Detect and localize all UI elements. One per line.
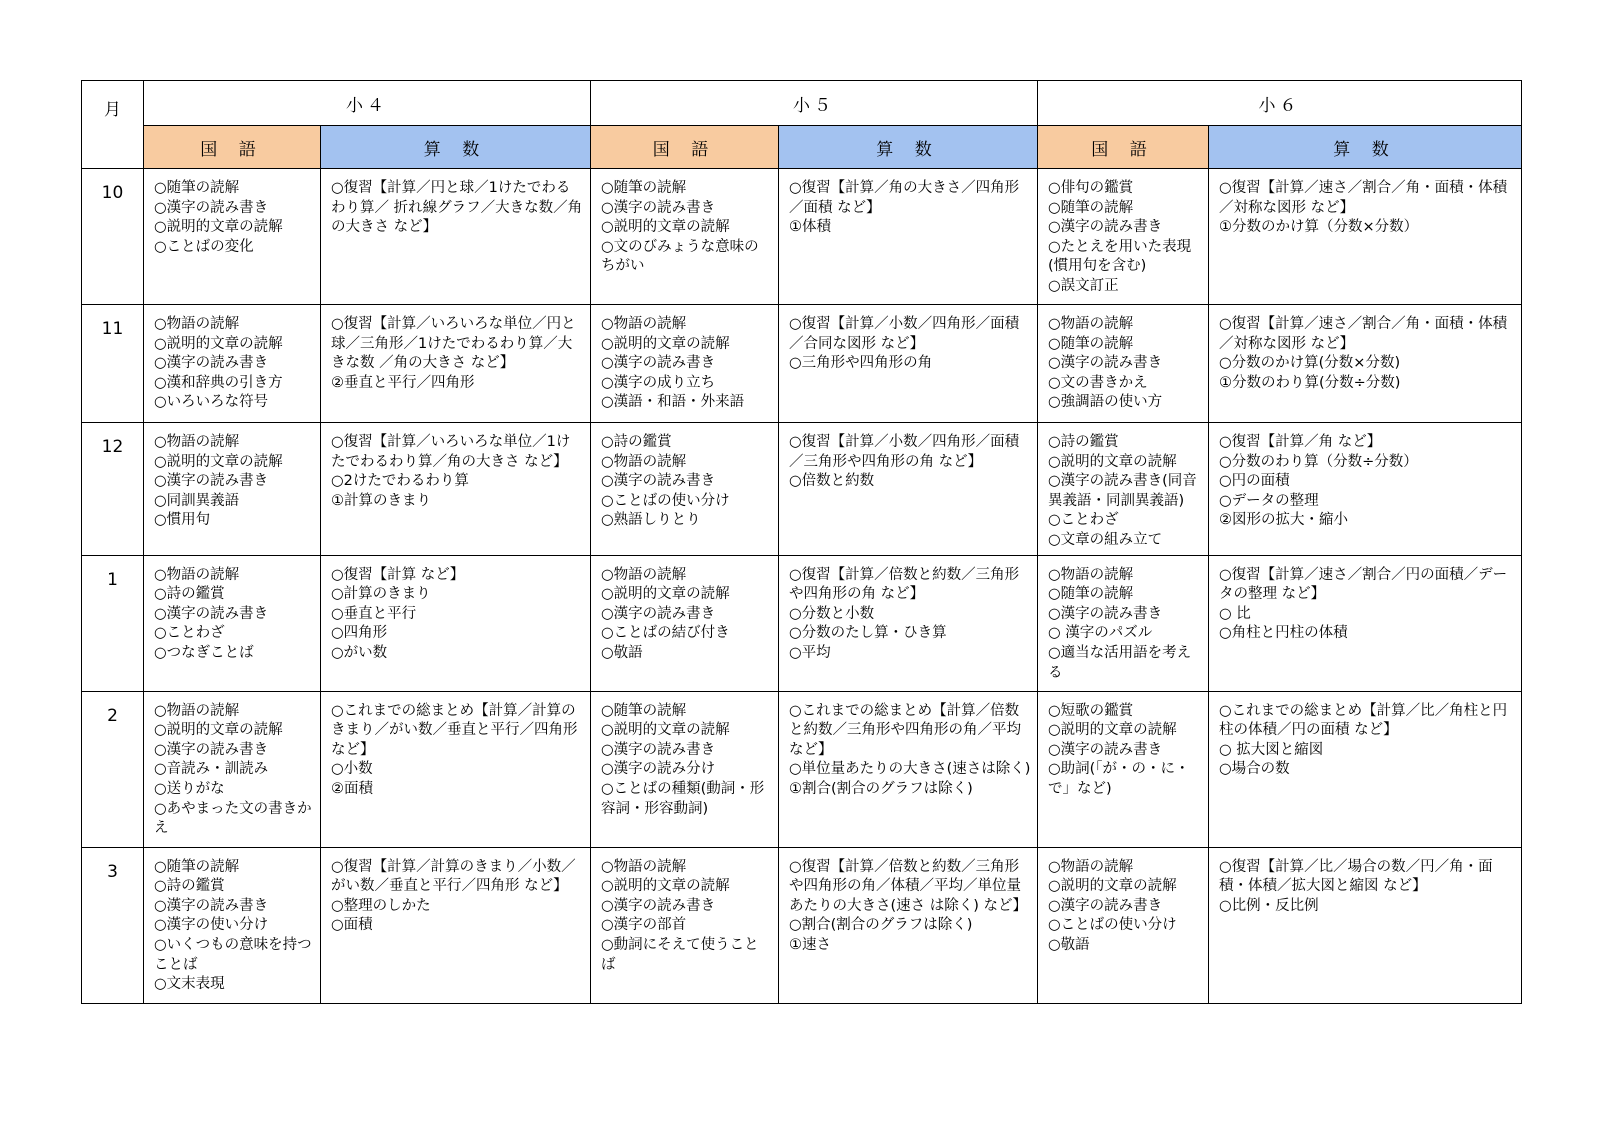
topic-item: ○説明的文章の読解 [601, 335, 730, 352]
topic-item: ②図形の拡大・縮小 [1219, 512, 1348, 529]
topic-item: ○復習【計算／比／場合の数／円／角・面積・体積／拡大図と縮図 など】 [1219, 858, 1493, 895]
topic-item: ○復習【計算／速さ／割合／円の面積／データの整理 など】 [1219, 566, 1508, 603]
topic-item: ○随筆の読解 [601, 180, 687, 196]
topic-item: ○漢字の成り立ち [601, 374, 716, 391]
topic-item: ①体積 [789, 219, 831, 236]
month-label: 12 [82, 423, 144, 556]
topic-item: ○復習【計算／いろいろな単位／円と球／三角形／1けたでわるわり算／大きな数 ／角の大きさ など】 [331, 316, 576, 372]
sansu-cell [1209, 305, 1522, 423]
kokugo-cell [1038, 555, 1209, 691]
kokugo-cell [591, 169, 779, 305]
sansu-cell [779, 169, 1038, 305]
topic-item: ○データの整理 [1219, 492, 1319, 509]
topic-item: ○ことばの結び付き [601, 625, 730, 642]
topic-item: ○割合(割合のグラフは除く) [789, 917, 973, 934]
topic-item: ○説明的文章の読解 [601, 586, 730, 603]
kokugo-cell [591, 847, 779, 1003]
topic-item: ○面積 [331, 917, 373, 934]
topic-item: ①計算のきまり [331, 492, 431, 509]
topic-item: ○ことわざ [1048, 512, 1119, 529]
topic-item: ○ことわざ [154, 625, 225, 642]
topic-item: ○漢字の読み書き [601, 473, 716, 490]
topic-item: ○文章の組み立て [1048, 531, 1163, 548]
topic-item: ○四角形 [331, 625, 388, 642]
month-row [82, 169, 1522, 305]
topic-item: ○復習【計算 など】 [331, 566, 465, 583]
topic-item: ○説明的文章の読解 [154, 335, 283, 352]
month-row [82, 691, 1522, 847]
topic-item: ○これまでの総まとめ【計算／倍数と約数／三角形や四角形の角／平均 など】 [789, 702, 1021, 758]
topic-item: ○敬語 [1048, 936, 1090, 953]
topic-item: ○物語の読解 [1048, 316, 1134, 332]
topic-item: ○説明的文章の読解 [154, 453, 283, 470]
topic-item: ○物語の読解 [154, 434, 240, 450]
sansu-cell [321, 555, 591, 691]
sansu-cell [779, 555, 1038, 691]
topic-item: ○短歌の鑑賞 [1048, 702, 1134, 719]
topic-item: ○動詞にそえて使うことば [601, 936, 759, 973]
topic-item: ○送りがな [154, 780, 225, 797]
topic-item: ○随筆の読解 [1048, 586, 1134, 603]
topic-item: ①速さ [789, 936, 831, 953]
topic-item: ○説明的文章の読解 [1048, 878, 1177, 895]
grade-header-4: 小４ [144, 81, 591, 126]
topic-item: ○漢字の部首 [601, 917, 687, 934]
topic-item: ○比例・反比例 [1219, 897, 1319, 914]
topic-item: ○詩の鑑賞 [154, 878, 225, 895]
kokugo-cell [1038, 691, 1209, 847]
grade-header-5: 小５ [591, 81, 1038, 126]
topic-item: ○がい数 [331, 644, 388, 661]
kokugo-cell [144, 847, 321, 1003]
subject-header-row [82, 126, 1522, 169]
topic-item: ○これまでの総まとめ【計算／比／角柱と円柱の体積／円の面積 など】 [1219, 702, 1508, 739]
topic-item: ○分数と小数 [789, 605, 875, 622]
topic-item: ○復習【計算／角 など】 [1219, 434, 1382, 450]
topic-item: ○整理のしかた [331, 897, 431, 914]
curriculum-body [82, 169, 1522, 1004]
topic-item: ○説明的文章の読解 [154, 722, 283, 739]
topic-item: ○復習【計算／倍数と約数／三角形や四角形の角 など】 [789, 566, 1020, 603]
sansu-cell [321, 691, 591, 847]
kokugo-cell [144, 423, 321, 556]
sansu-cell [1209, 169, 1522, 305]
sansu-cell [321, 305, 591, 423]
topic-item: ○つなぎことば [154, 644, 254, 661]
topic-item: ○物語の読解 [1048, 566, 1134, 583]
topic-item: ○説明的文章の読解 [601, 878, 730, 895]
topic-item: ○復習【計算／倍数と約数／三角形や四角形の角／体積／平均／単位量あたりの大きさ(速さ は除く) など】 [789, 858, 1028, 914]
topic-item: ①分数のわり算(分数÷分数) [1219, 374, 1401, 391]
topic-item: ○復習【計算／速さ／割合／角・面積・体積／対称な図形 など】 [1219, 316, 1508, 352]
topic-item: ○漢字の読み書き [601, 897, 716, 914]
topic-item: ○同訓異義語 [154, 492, 240, 509]
topic-item: ○随筆の読解 [1048, 335, 1134, 352]
sansu-cell [779, 691, 1038, 847]
topic-item: ○三角形や四角形の角 [789, 355, 933, 372]
subject-header-sansu: 算 数 [1209, 126, 1522, 169]
curriculum-table [81, 80, 1522, 1004]
kokugo-cell [144, 169, 321, 305]
topic-item: ○慣用句 [154, 512, 211, 529]
topic-item: ○漢字の読み書き [601, 605, 716, 622]
topic-item: ○物語の読解 [601, 566, 687, 583]
topic-item: ○音読み・訓読み [154, 761, 269, 778]
month-row [82, 305, 1522, 423]
subject-header-kokugo: 国 語 [1038, 126, 1209, 169]
topic-item: ○ことばの変化 [154, 238, 254, 255]
topic-item: ○随筆の読解 [1048, 199, 1134, 216]
topic-item: ○分数のかけ算(分数×分数) [1219, 355, 1401, 372]
month-label: 11 [82, 305, 144, 423]
month-label: 10 [82, 169, 144, 305]
month-header: 月 [82, 81, 144, 169]
topic-item: ○物語の読解 [154, 566, 240, 583]
topic-item: ○適当な活用語を考える [1048, 644, 1192, 681]
topic-item: ○漢字の読み書き [1048, 897, 1163, 914]
topic-item: ○漢字の読み書き [1048, 219, 1163, 236]
kokugo-cell [591, 555, 779, 691]
subject-header-kokugo: 国 語 [144, 126, 321, 169]
sansu-cell [321, 169, 591, 305]
topic-item: ○復習【計算／計算のきまり／小数／がい数／垂直と平行／四角形 など】 [331, 858, 576, 895]
topic-item: ○ことばの使い分け [1048, 917, 1177, 934]
topic-item: ○復習【計算／速さ／割合／角・面積・体積／対称な図形 など】 [1219, 180, 1508, 216]
topic-item: ○物語の読解 [154, 316, 240, 332]
grade-header-6: 小６ [1038, 81, 1522, 126]
topic-item: ○漢字の読み書き [601, 199, 716, 216]
kokugo-cell [144, 305, 321, 423]
topic-item: ○物語の読解 [601, 316, 687, 332]
topic-item: ○漢字の読み書き [1048, 605, 1163, 622]
topic-item: ○これまでの総まとめ【計算／計算のきまり／がい数／垂直と平行／四角形 など】 [331, 702, 578, 758]
topic-item: ○物語の読解 [601, 453, 687, 470]
subject-header-kokugo: 国 語 [591, 126, 779, 169]
subject-header-sansu: 算 数 [321, 126, 591, 169]
topic-item: ○漢字の読み書き [154, 199, 269, 216]
sansu-cell [779, 423, 1038, 556]
topic-item: ○随筆の読解 [154, 858, 240, 875]
sansu-cell [1209, 847, 1522, 1003]
kokugo-cell [144, 691, 321, 847]
topic-item: ○文のびみょうな意味のちがい [601, 238, 759, 275]
topic-item: ○漢字の使い分け [154, 917, 269, 934]
topic-item: ○文末表現 [154, 976, 225, 993]
topic-item: ①分数のかけ算（分数×分数） [1219, 219, 1419, 236]
topic-item: ○漢字の読み書き [1048, 355, 1163, 372]
topic-item: ○敬語 [601, 644, 643, 661]
topic-item: ○あやまった文の書きかえ [154, 800, 312, 837]
topic-item: ○詩の鑑賞 [1048, 434, 1119, 450]
month-row [82, 555, 1522, 691]
topic-item: ○漢語・和語・外来語 [601, 394, 745, 411]
topic-item: ○助詞(「が・の・に・で」など) [1048, 761, 1190, 797]
topic-item: ○いろいろな符号 [154, 394, 269, 411]
topic-item: ○計算のきまり [331, 586, 431, 603]
topic-item: ○随筆の読解 [601, 702, 687, 719]
topic-item: ○物語の読解 [601, 858, 687, 875]
topic-item: ○復習【計算／小数／四角形／面積／三角形や四角形の角 など】 [789, 434, 1020, 470]
topic-item: ○随筆の読解 [154, 180, 240, 196]
topic-item: ○たとえを用いた表現(慣用句を含む) [1048, 238, 1192, 275]
kokugo-cell [1038, 305, 1209, 423]
topic-item: ②面積 [331, 780, 373, 797]
topic-item: ○説明的文章の読解 [1048, 722, 1177, 739]
topic-item: ○小数 [331, 761, 373, 778]
month-label: 1 [82, 555, 144, 691]
subject-header-sansu: 算 数 [779, 126, 1038, 169]
topic-item: ○漢字の読み書き [154, 605, 269, 622]
sansu-cell [779, 847, 1038, 1003]
sansu-cell [321, 847, 591, 1003]
sansu-cell [1209, 423, 1522, 556]
sansu-cell [779, 305, 1038, 423]
topic-item: ○漢字の読み書き(同音異義語・同訓異義語) [1048, 473, 1197, 509]
topic-item: ○単位量あたりの大きさ(速さは除く) [789, 761, 1031, 778]
topic-item: ○物語の読解 [154, 702, 240, 719]
topic-item: ○漢字の読み書き [1048, 741, 1163, 758]
topic-item: ○誤文訂正 [1048, 277, 1119, 294]
topic-item: ○ 拡大図と縮図 [1219, 741, 1324, 758]
topic-item: ○場合の数 [1219, 761, 1290, 778]
topic-item: ○強調語の使い方 [1048, 394, 1163, 411]
month-label: 3 [82, 847, 144, 1003]
kokugo-cell [591, 423, 779, 556]
topic-item: ○漢字の読み書き [154, 741, 269, 758]
topic-item: ②垂直と平行／四角形 [331, 374, 475, 391]
grade-header-row [82, 81, 1522, 126]
topic-item: ○分数のわり算（分数÷分数） [1219, 453, 1418, 470]
topic-item: ○平均 [789, 644, 831, 661]
kokugo-cell [1038, 847, 1209, 1003]
kokugo-cell [591, 305, 779, 423]
topic-item: ○分数のたし算・ひき算 [789, 625, 947, 642]
kokugo-cell [591, 691, 779, 847]
topic-item: ○漢和辞典の引き方 [154, 374, 283, 391]
topic-item: ○説明的文章の読解 [154, 219, 283, 236]
topic-item: ○復習【計算／いろいろな単位／1けたでわるわり算／角の大きさ など】 [331, 434, 571, 470]
kokugo-cell [1038, 169, 1209, 305]
topic-item: ○円の面積 [1219, 473, 1290, 490]
topic-item: ①割合(割合のグラフは除く) [789, 780, 973, 797]
topic-item: ○説明的文章の読解 [601, 722, 730, 739]
topic-item: ○垂直と平行 [331, 605, 417, 622]
topic-item: ○詩の鑑賞 [154, 586, 225, 603]
topic-item: ○復習【計算／角の大きさ／四角形／面積 など】 [789, 180, 1020, 216]
topic-item: ○ 漢字のパズル [1048, 625, 1153, 642]
month-row [82, 423, 1522, 556]
sansu-cell [321, 423, 591, 556]
topic-item: ○ことばの使い分け [601, 492, 730, 509]
topic-item: ○漢字の読み分け [601, 761, 716, 778]
topic-item: ○説明的文章の読解 [1048, 453, 1177, 470]
month-row [82, 847, 1522, 1003]
topic-item: ○ことばの種類(動詞・形容詞・形容動詞) [601, 780, 765, 817]
topic-item: ○倍数と約数 [789, 473, 875, 490]
month-label: 2 [82, 691, 144, 847]
topic-item: ○詩の鑑賞 [601, 434, 672, 450]
topic-item: ○角柱と円柱の体積 [1219, 625, 1348, 642]
topic-item: ○物語の読解 [1048, 858, 1134, 875]
topic-item: ○漢字の読み書き [154, 355, 269, 372]
topic-item: ○説明的文章の読解 [601, 219, 730, 236]
topic-item: ○復習【計算／円と球／1けたでわるわり算／ 折れ線グラフ／大きな数／角の大きさ など】 [331, 180, 583, 236]
topic-item: ○文の書きかえ [1048, 374, 1148, 391]
topic-item: ○漢字の読み書き [601, 355, 716, 372]
sansu-cell [1209, 691, 1522, 847]
topic-item: ○熟語しりとり [601, 512, 701, 529]
topic-item: ○漢字の読み書き [601, 741, 716, 758]
topic-item: ○ 比 [1219, 605, 1251, 622]
topic-item: ○漢字の読み書き [154, 473, 269, 490]
topic-item: ○復習【計算／小数／四角形／面積／合同な図形 など】 [789, 316, 1020, 352]
topic-item: ○いくつもの意味を持つことば [154, 936, 312, 973]
sansu-cell [1209, 555, 1522, 691]
topic-item: ○俳句の鑑賞 [1048, 180, 1134, 196]
kokugo-cell [144, 555, 321, 691]
kokugo-cell [1038, 423, 1209, 556]
topic-item: ○漢字の読み書き [154, 897, 269, 914]
topic-item: ○2けたでわるわり算 [331, 473, 469, 490]
